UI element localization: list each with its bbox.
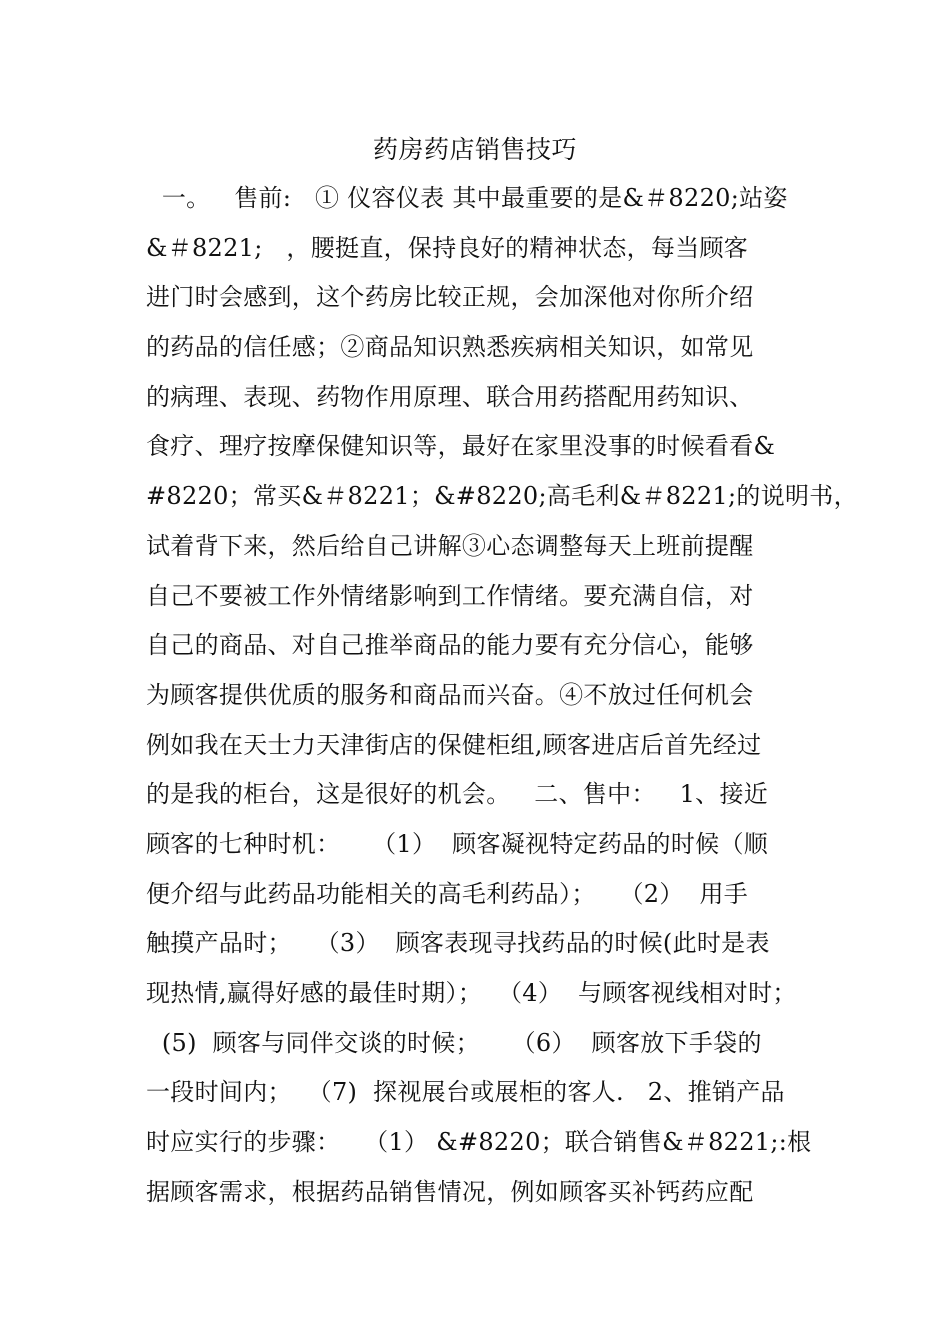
text-line: #8220；常买&＃8221；&#8220;高毛利&＃8221;的说明书， xyxy=(146,482,858,511)
text-line: 自己不要被工作外情绪影响到工作情绪。要充满自信，对 xyxy=(146,581,754,610)
text-line: 顾客的七种时机： （1） 顾客凝视特定药品的时候（顺 xyxy=(146,829,769,858)
text-line: 时应实行的步骤： （1） &#8220；联合销售&＃8221;:根 xyxy=(146,1128,812,1157)
text-line: (5) 顾客与同伴交谈的时候； （6） 顾客放下手袋的 xyxy=(146,1028,762,1057)
text-line: 现热情,赢得好感的最佳时期）； （4） 与顾客视线相对时； xyxy=(146,979,797,1007)
text-line: 自己的商品、对自己推举商品的能力要有充分信心，能够 xyxy=(146,631,754,660)
document-body xyxy=(146,180,858,1223)
document-title: 药房药店销售技巧 xyxy=(372,135,577,164)
text-line: 食疗、理疗按摩保健知识等，最好在家里没事的时候看看& xyxy=(146,432,776,461)
text-line: 一。 售前: ① 仪容仪表 其中最重要的是&＃8220;站姿 xyxy=(146,184,788,212)
text-line: 的是我的柜台，这是很好的机会。 二、售中： 1、接近 xyxy=(146,780,769,809)
text-line: 的药品的信任感；②商品知识熟悉疾病相关知识，如常见 xyxy=(146,333,754,362)
text-line: 据顾客需求，根据药品销售情况，例如顾客买补钙药应配 xyxy=(146,1177,754,1206)
text-line: 触摸产品时； （3） 顾客表现寻找药品的时候(此时是表 xyxy=(146,929,770,958)
text-line: 便介绍与此药品功能相关的高毛利药品）； （2） 用手 xyxy=(146,879,749,908)
text-line: 试着背下来，然后给自己讲解③心态调整每天上班前提醒 xyxy=(146,531,754,560)
text-line: &＃8221; ，腰挺直，保持良好的精神状态，每当顾客 xyxy=(146,233,749,262)
text-line: 进门时会感到，这个药房比较正规，会加深他对你所介绍 xyxy=(146,283,754,312)
text-line: 的病理、表现、药物作用原理、联合用药搭配用药知识、 xyxy=(146,382,754,411)
text-line: 例如我在天士力天津街店的保健柜组,顾客进店后首先经过 xyxy=(146,730,762,759)
text-line: 一段时间内； （7) 探视展台或展柜的客人. 2、推销产品 xyxy=(146,1078,785,1107)
text-line: 为顾客提供优质的服务和商品而兴奋。④不放过任何机会 xyxy=(146,680,754,709)
